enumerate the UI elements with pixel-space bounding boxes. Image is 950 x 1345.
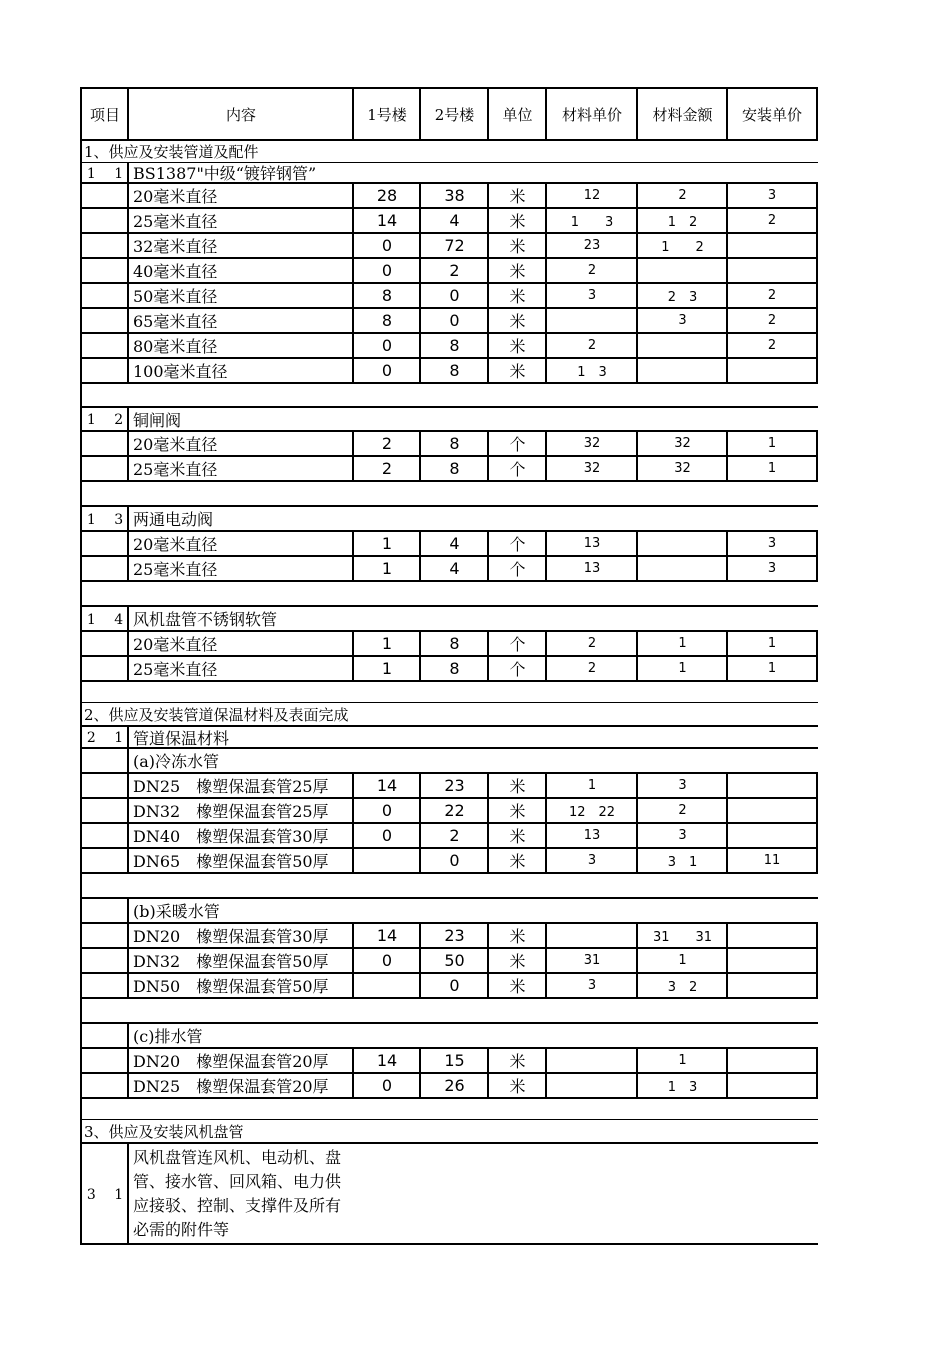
- building-1-qty: 0: [352, 259, 420, 282]
- table-row: [80, 1074, 818, 1099]
- table-row: [80, 824, 818, 849]
- install-price-cell: 2: [726, 284, 818, 307]
- content-cell: 25毫米直径: [127, 657, 353, 680]
- content-cell: DN20 橡塑保温套管20厚: [127, 1049, 353, 1072]
- item-cell: [80, 557, 128, 580]
- unit-cell: 个: [487, 457, 546, 480]
- building-2-qty: 26: [419, 1074, 488, 1097]
- building-1-qty: 1: [352, 632, 420, 655]
- unit-cell: 米: [487, 974, 546, 997]
- group-1-1-rows: [80, 184, 818, 384]
- building-2-qty: 23: [419, 924, 488, 947]
- building-2-qty: 15: [419, 1049, 488, 1072]
- unit-cell: 米: [487, 774, 546, 797]
- subgroup-title: (c)排水管: [127, 1024, 818, 1047]
- material-price-cell: 3: [545, 974, 637, 997]
- subgroup-title-row: [80, 899, 818, 924]
- install-price-cell: [726, 974, 818, 997]
- unit-cell: 米: [487, 284, 546, 307]
- content-cell: DN50 橡塑保温套管50厚: [127, 974, 353, 997]
- material-amount-cell: 2: [636, 184, 727, 207]
- building-1-qty: 14: [352, 209, 420, 232]
- install-price-cell: 3: [726, 532, 818, 555]
- building-2-qty: 0: [419, 849, 488, 872]
- install-price-cell: 1: [726, 657, 818, 680]
- install-price-cell: 1: [726, 457, 818, 480]
- unit-cell: 米: [487, 1074, 546, 1097]
- item-number: 1 2: [80, 408, 128, 430]
- table-row: [80, 657, 818, 682]
- group-title-row: [80, 507, 818, 532]
- material-price-cell: 32: [545, 457, 637, 480]
- unit-cell: 米: [487, 309, 546, 332]
- building-2-qty: 0: [419, 974, 488, 997]
- content-cell: DN40 橡塑保温套管30厚: [127, 824, 353, 847]
- unit-cell: 米: [487, 359, 546, 382]
- unit-cell: 个: [487, 632, 546, 655]
- install-price-cell: 1: [726, 432, 818, 455]
- material-amount-cell: 1: [636, 657, 727, 680]
- spacer-row: [80, 582, 818, 607]
- group-title-row: [80, 408, 818, 432]
- install-price-cell: [726, 1049, 818, 1072]
- material-price-cell: 2: [545, 259, 637, 282]
- item-cell: [80, 1049, 128, 1072]
- building-2-qty: 4: [419, 532, 488, 555]
- building-1-qty: 8: [352, 284, 420, 307]
- spacer-row: [80, 384, 818, 408]
- fan-coil-row: [80, 1142, 818, 1245]
- fan-coil-description: 风机盘管连风机、电动机、盘管、接水管、回风箱、电力供应接驳、控制、支撑件及所有必需的附件等: [127, 1144, 353, 1243]
- building-2-qty: 8: [419, 432, 488, 455]
- table-row: [80, 557, 818, 582]
- building-1-qty: 2: [352, 432, 420, 455]
- material-amount-cell: 1: [636, 949, 727, 972]
- item-cell: [80, 334, 128, 357]
- item-cell: [80, 632, 128, 655]
- content-cell: DN65 橡塑保温套管50厚: [127, 849, 353, 872]
- material-price-cell: 2: [545, 657, 637, 680]
- building-2-qty: 23: [419, 774, 488, 797]
- content-cell: 20毫米直径: [127, 532, 353, 555]
- unit-cell: 米: [487, 799, 546, 822]
- header-row: [80, 87, 818, 141]
- item-number: 1 3: [80, 507, 128, 530]
- item-cell: [80, 359, 128, 382]
- table-row: [80, 1049, 818, 1074]
- subgroup-title: (a)冷冻水管: [127, 749, 818, 772]
- content-cell: 100毫米直径: [127, 359, 353, 382]
- group-2-c-rows: [80, 1049, 818, 1099]
- building-1-qty: 1: [352, 532, 420, 555]
- group-title: BS1387"中级“镀锌钢管”: [127, 163, 818, 182]
- material-amount-cell: [636, 532, 727, 555]
- material-amount-cell: 1 2: [636, 234, 727, 257]
- building-2-qty: 38: [419, 184, 488, 207]
- material-price-cell: 1 3: [545, 209, 637, 232]
- group-title-row: [80, 163, 818, 184]
- building-1-qty: 28: [352, 184, 420, 207]
- table-row: [80, 799, 818, 824]
- content-cell: DN25 橡塑保温套管25厚: [127, 774, 353, 797]
- unit-cell: 米: [487, 824, 546, 847]
- header-item: 项目: [80, 89, 128, 139]
- material-amount-cell: [636, 557, 727, 580]
- group-title: 铜闸阀: [127, 408, 818, 430]
- content-cell: 65毫米直径: [127, 309, 353, 332]
- unit-cell: 米: [487, 184, 546, 207]
- content-cell: 25毫米直径: [127, 209, 353, 232]
- material-price-cell: 31: [545, 949, 637, 972]
- content-cell: DN32 橡塑保温套管50厚: [127, 949, 353, 972]
- building-1-qty: 8: [352, 309, 420, 332]
- table-row: [80, 432, 818, 457]
- material-amount-cell: 2 3: [636, 284, 727, 307]
- item-cell: [80, 209, 128, 232]
- building-1-qty: 0: [352, 949, 420, 972]
- item-cell: [80, 974, 128, 997]
- item-cell: [80, 309, 128, 332]
- content-cell: 20毫米直径: [127, 632, 353, 655]
- material-price-cell: [545, 1074, 637, 1097]
- spacer-row: [80, 682, 818, 703]
- content-cell: 20毫米直径: [127, 184, 353, 207]
- install-price-cell: [726, 824, 818, 847]
- content-cell: 25毫米直径: [127, 457, 353, 480]
- table-row: [80, 234, 818, 259]
- building-2-qty: 22: [419, 799, 488, 822]
- table-row: [80, 632, 818, 657]
- item-cell: [80, 799, 128, 822]
- building-1-qty: 0: [352, 1074, 420, 1097]
- table-row: [80, 284, 818, 309]
- item-cell: [80, 657, 128, 680]
- content-cell: DN20 橡塑保温套管30厚: [127, 924, 353, 947]
- table-row: [80, 774, 818, 799]
- install-price-cell: [726, 1074, 818, 1097]
- item-cell: [80, 924, 128, 947]
- building-2-qty: 72: [419, 234, 488, 257]
- install-price-cell: [726, 924, 818, 947]
- material-price-cell: 13: [545, 557, 637, 580]
- building-1-qty: 0: [352, 234, 420, 257]
- install-price-cell: 2: [726, 334, 818, 357]
- material-amount-cell: 1 3: [636, 1074, 727, 1097]
- building-2-qty: 8: [419, 334, 488, 357]
- material-price-cell: [545, 309, 637, 332]
- content-cell: 80毫米直径: [127, 334, 353, 357]
- material-amount-cell: 3: [636, 824, 727, 847]
- building-2-qty: 4: [419, 557, 488, 580]
- material-amount-cell: 1: [636, 632, 727, 655]
- material-amount-cell: 3 2: [636, 974, 727, 997]
- unit-cell: 个: [487, 532, 546, 555]
- item-number: 2 1: [80, 727, 128, 747]
- content-cell: 40毫米直径: [127, 259, 353, 282]
- spacer-row: [80, 482, 818, 507]
- item-cell: [80, 774, 128, 797]
- material-amount-cell: 3 1: [636, 849, 727, 872]
- building-2-qty: 8: [419, 359, 488, 382]
- spacer-row: [80, 1099, 818, 1120]
- table-row: [80, 849, 818, 874]
- table-row: [80, 457, 818, 482]
- unit-cell: 个: [487, 557, 546, 580]
- building-1-qty: [352, 849, 420, 872]
- unit-cell: 米: [487, 849, 546, 872]
- group-1-4-rows: [80, 632, 818, 682]
- group-1-3-rows: [80, 532, 818, 582]
- section-title: 2、供应及安装管道保温材料及表面完成: [80, 703, 818, 725]
- building-2-qty: 8: [419, 457, 488, 480]
- table-row: [80, 209, 818, 234]
- section-2-title-row: [80, 703, 818, 725]
- install-price-cell: [726, 799, 818, 822]
- unit-cell: 个: [487, 432, 546, 455]
- table-row: [80, 334, 818, 359]
- section-1-title-row: [80, 141, 818, 163]
- unit-cell: 米: [487, 924, 546, 947]
- material-amount-cell: [636, 259, 727, 282]
- table-row: [80, 924, 818, 949]
- item-cell: [80, 1074, 128, 1097]
- header-unit: 单位: [487, 89, 546, 139]
- building-1-qty: 0: [352, 359, 420, 382]
- item-cell: [80, 184, 128, 207]
- section-title: 1、供应及安装管道及配件: [80, 141, 818, 162]
- item-number: 3 1: [80, 1144, 128, 1243]
- unit-cell: 个: [487, 657, 546, 680]
- material-amount-cell: [636, 334, 727, 357]
- material-amount-cell: 1: [636, 1049, 727, 1072]
- item-cell: [80, 234, 128, 257]
- material-price-cell: 13: [545, 824, 637, 847]
- install-price-cell: 2: [726, 309, 818, 332]
- building-1-qty: 14: [352, 924, 420, 947]
- material-price-cell: 2: [545, 632, 637, 655]
- material-price-cell: 3: [545, 284, 637, 307]
- building-2-qty: 8: [419, 632, 488, 655]
- item-cell: [80, 432, 128, 455]
- material-amount-cell: [636, 359, 727, 382]
- item-cell: [80, 849, 128, 872]
- header-material-amount: 材料金额: [636, 89, 727, 139]
- material-price-cell: 1 3: [545, 359, 637, 382]
- table-row: [80, 949, 818, 974]
- group-title-row: [80, 725, 818, 749]
- content-cell: DN32 橡塑保温套管25厚: [127, 799, 353, 822]
- install-price-cell: [726, 774, 818, 797]
- install-price-cell: [726, 234, 818, 257]
- content-cell: 32毫米直径: [127, 234, 353, 257]
- section-3-title-row: [80, 1120, 818, 1142]
- item-cell: [80, 457, 128, 480]
- material-price-cell: 23: [545, 234, 637, 257]
- header-content: 内容: [127, 89, 353, 139]
- group-2-a-rows: [80, 774, 818, 874]
- building-2-qty: 50: [419, 949, 488, 972]
- table-row: [80, 359, 818, 384]
- group-title: 两通电动阀: [127, 507, 818, 530]
- header-install-price: 安装单价: [726, 89, 818, 139]
- material-amount-cell: 3: [636, 774, 727, 797]
- table-row: [80, 309, 818, 334]
- table-row: [80, 532, 818, 557]
- building-2-qty: 2: [419, 824, 488, 847]
- material-price-cell: [545, 924, 637, 947]
- unit-cell: 米: [487, 259, 546, 282]
- header-building-2: 2号楼: [419, 89, 488, 139]
- table-row: [80, 259, 818, 284]
- building-2-qty: 8: [419, 657, 488, 680]
- material-amount-cell: 1 2: [636, 209, 727, 232]
- building-1-qty: 14: [352, 1049, 420, 1072]
- content-cell: 25毫米直径: [127, 557, 353, 580]
- material-amount-cell: 32: [636, 457, 727, 480]
- subgroup-title-row: [80, 1024, 818, 1049]
- material-price-cell: 12 22: [545, 799, 637, 822]
- material-price-cell: 32: [545, 432, 637, 455]
- material-amount-cell: 31 31: [636, 924, 727, 947]
- item-cell: [80, 259, 128, 282]
- item-cell: [80, 824, 128, 847]
- install-price-cell: [726, 259, 818, 282]
- building-2-qty: 0: [419, 309, 488, 332]
- material-price-cell: 12: [545, 184, 637, 207]
- building-1-qty: [352, 974, 420, 997]
- install-price-cell: 11: [726, 849, 818, 872]
- bill-of-quantities-sheet: [80, 87, 818, 1245]
- material-price-cell: 2: [545, 334, 637, 357]
- building-2-qty: 0: [419, 284, 488, 307]
- section-title: 3、供应及安装风机盘管: [80, 1120, 818, 1142]
- install-price-cell: [726, 359, 818, 382]
- install-price-cell: 1: [726, 632, 818, 655]
- content-cell: DN25 橡塑保温套管20厚: [127, 1074, 353, 1097]
- spacer-row: [80, 999, 818, 1024]
- item-cell: [80, 949, 128, 972]
- building-2-qty: 4: [419, 209, 488, 232]
- table-row: [80, 184, 818, 209]
- subgroup-title-row: [80, 749, 818, 774]
- building-1-qty: 0: [352, 799, 420, 822]
- building-1-qty: 0: [352, 334, 420, 357]
- unit-cell: 米: [487, 209, 546, 232]
- material-amount-cell: 3: [636, 309, 727, 332]
- unit-cell: 米: [487, 334, 546, 357]
- building-1-qty: 0: [352, 824, 420, 847]
- material-price-cell: [545, 1049, 637, 1072]
- material-amount-cell: 2: [636, 799, 727, 822]
- material-amount-cell: 32: [636, 432, 727, 455]
- item-number: 1 4: [80, 607, 128, 630]
- item-cell: [80, 284, 128, 307]
- building-1-qty: 14: [352, 774, 420, 797]
- install-price-cell: 3: [726, 557, 818, 580]
- unit-cell: 米: [487, 234, 546, 257]
- install-price-cell: 3: [726, 184, 818, 207]
- building-2-qty: 2: [419, 259, 488, 282]
- content-cell: 20毫米直径: [127, 432, 353, 455]
- install-price-cell: 2: [726, 209, 818, 232]
- building-1-qty: 2: [352, 457, 420, 480]
- item-number: 1 1: [80, 163, 128, 182]
- group-1-2-rows: [80, 432, 818, 482]
- table-row: [80, 974, 818, 999]
- material-price-cell: 1: [545, 774, 637, 797]
- group-title-row: [80, 607, 818, 632]
- header-material-price: 材料单价: [545, 89, 637, 139]
- unit-cell: 米: [487, 949, 546, 972]
- building-1-qty: 1: [352, 557, 420, 580]
- install-price-cell: [726, 949, 818, 972]
- group-2-b-rows: [80, 924, 818, 999]
- building-1-qty: 1: [352, 657, 420, 680]
- material-price-cell: 3: [545, 849, 637, 872]
- group-title: 风机盘管不锈钢软管: [127, 607, 818, 630]
- content-cell: 50毫米直径: [127, 284, 353, 307]
- spacer-row: [80, 874, 818, 899]
- group-title: 管道保温材料: [127, 727, 818, 747]
- item-cell: [80, 532, 128, 555]
- unit-cell: 米: [487, 1049, 546, 1072]
- header-building-1: 1号楼: [352, 89, 420, 139]
- subgroup-title: (b)采暖水管: [127, 899, 818, 922]
- material-price-cell: 13: [545, 532, 637, 555]
